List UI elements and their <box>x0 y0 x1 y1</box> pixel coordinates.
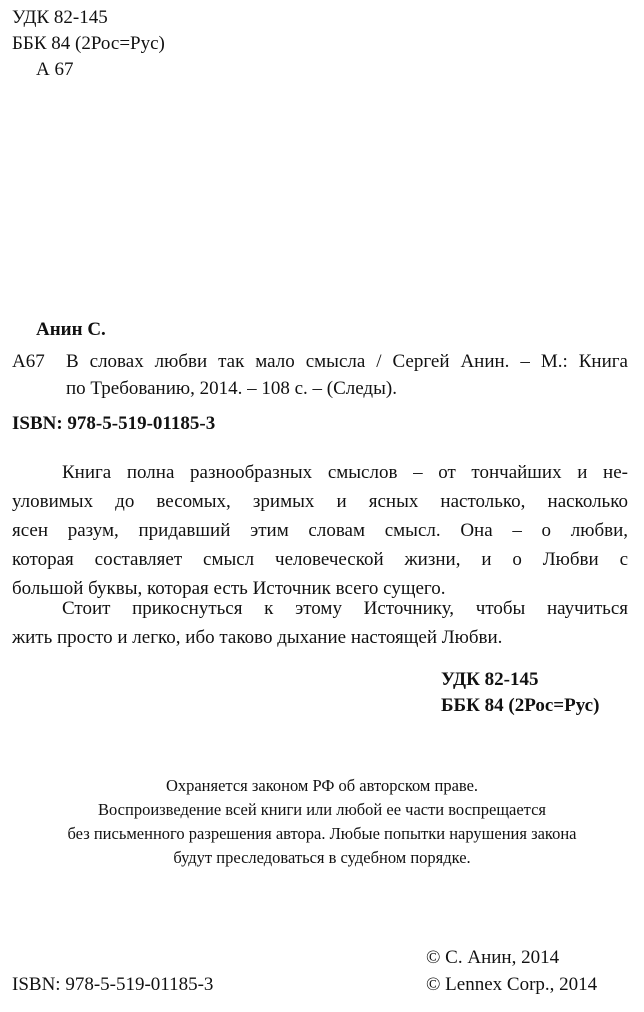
bibliographic-line-1-text: В словах любви так мало смысла / Сергей Анин. – М.: Книга <box>66 351 628 372</box>
annotation-paragraph-1 <box>12 458 628 603</box>
copyright-notice-line-4: будут преследоваться в судебном порядке. <box>173 848 471 867</box>
annotation-p1-line-3: ясен разум, придавший этим словам смысл. Она – о любви, <box>12 520 628 541</box>
top-author-mark: А 67 <box>36 59 74 80</box>
annotation-p1-line-2: уловимых до весомых, зримых и ясных настолько, насколько <box>12 491 628 512</box>
annotation-paragraph-2 <box>12 594 628 652</box>
copyright-notice-line-3: без письменного разрешения автора. Любые попытки нарушения закона <box>67 824 577 843</box>
copyright-notice-line-1: Охраняется законом РФ об авторском праве. <box>165 776 479 795</box>
top-udk-code: УДК 82-145 <box>12 7 108 28</box>
annotation-p1-line-5: большой буквы, которая есть Источник всего сущего. <box>12 578 446 599</box>
author-heading: Анин С. <box>36 319 106 340</box>
bibliographic-line-2: по Требованию, 2014. – 108 с. – (Следы). <box>66 378 397 399</box>
annotation-p1-line-1: Книга полна разнообразных смыслов – от тончайших и не- <box>62 462 628 483</box>
copyright-notice <box>0 774 644 870</box>
copyright-notice-line-2: Воспроизведение всей книги или любой ее части воспрещается <box>98 800 546 819</box>
copyright-publisher: © Lennex Corp., 2014 <box>426 974 598 995</box>
right-udk-code: УДК 82-145 <box>441 669 539 690</box>
copyright-author: © С. Анин, 2014 <box>426 947 560 968</box>
bibliographic-line-1 <box>66 350 628 374</box>
top-bbk-code: ББК 84 (2Рос=Рус) <box>12 33 165 54</box>
author-mark: А67 <box>12 351 45 372</box>
footer-isbn: ISBN: 978-5-519-01185-3 <box>12 974 214 995</box>
annotation-p1-line-4: которая составляет смысл человеческой жизни, и о Любви с <box>12 549 628 570</box>
annotation-p2-line-1: Стоит прикоснуться к этому Источнику, чтобы научиться <box>62 598 628 619</box>
right-bbk-code: ББК 84 (2Рос=Рус) <box>441 695 600 716</box>
isbn-bold: ISBN: 978-5-519-01185-3 <box>12 413 216 434</box>
annotation-p2-line-2: жить просто и легко, ибо таково дыхание настоящей Любви. <box>12 627 503 648</box>
